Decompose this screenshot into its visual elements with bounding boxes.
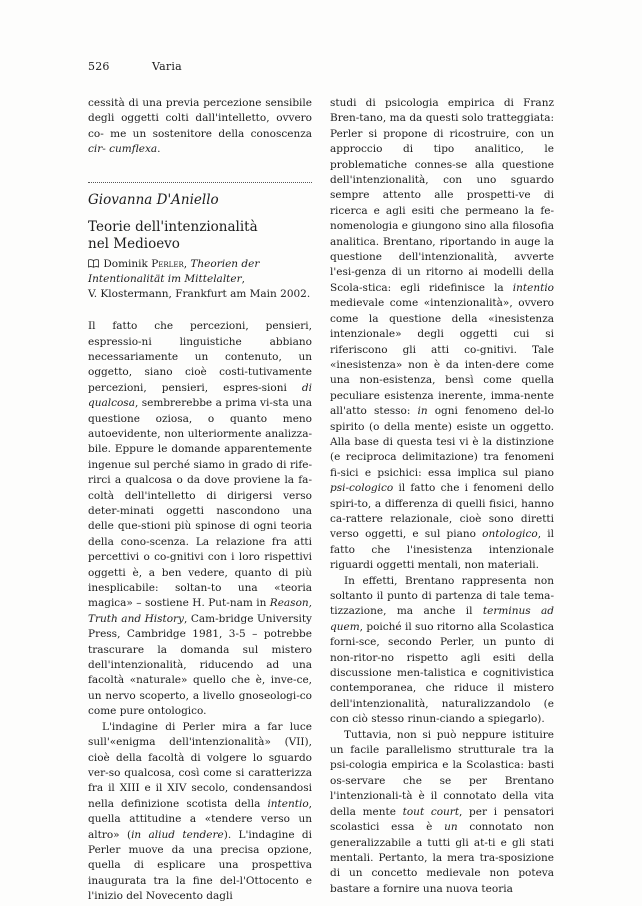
book-reference: Dominik Perler, Theorien der Intentionalität im Mittelalter, V. Klostermann, Frankfurt am Main 2002. xyxy=(88,257,311,300)
right-column xyxy=(330,96,554,897)
review-title: Teorie dell'intenzionalità nel Medioevo xyxy=(88,218,258,252)
left-column xyxy=(88,96,312,905)
body-paragraph: studi di psicologia empirica di Franz Bren-tano, ma da questi solo tratteggiata: Perler si propone di ricostruire, con un approccio di tipo analitico, le problematiche connes-se alla questione dell'intenzionalità, con uno sguardo sempre attento alle prospetti-ve di ricerca e agli esiti che permeano la fe-nomenologia e giungono sino alla filosofia analitica. Brentano, riportando in auge la questione dell'intenzionalità, avverte l'esi-genza di un ritorno ai modelli della Scola-stica: egli ridefinisce la intentio medievale come «intenzionalità», ovvero come la questione della «inesistenza intenzionale» degli oggetti cui si riferiscono gli atti co-gnitivi. Tale «inesistenza» non è da inten-dere come una non-esistenza, bensì come quella peculiare esistenza inerente, imma-nente all'atto stesso: in ogni fenomeno del-lo spirito (o della mente) esiste un oggetto. Alla base di questa tesi vi è la distinzione (e reciproca delimitazione) tra fenomeni fi-sici e psichici: essa implica sul piano psi-cologico il fatto che i fenomeni dello spiri-to, a differenza di quelli fisici, hanno ca-rattere relazionale, cioè sono diretti verso oggetti, e sul piano ontologico, il fatto che l'inesistenza intenzionale riguardi oggetti mentali, non materiali. xyxy=(330,97,554,572)
page-number: 526 xyxy=(88,60,110,73)
section-divider xyxy=(88,182,312,183)
body-paragraph: Il fatto che percezioni, pensieri, espressio-ni linguistiche abbiano necessariamente un contenuto, un oggetto, siano cioè costi-tutivamente percezioni, pensieri, espres-sioni di qualcosa, sembrerebbe a prima vi-sta una questione oziosa, o quanto meno autoevidente, non ulteriormente analizza-bile. Eppure le domande apparentemente ingenue sul perché siamo in grado di rife-rirci a qualcosa o da dove proviene la fa-coltà dell'intelletto di dirigersi verso deter-minati oggetti nascondono una delle que-stioni più spinose di ogni teoria della cono-scenza. La relazione fra atti percettivi o co-gnitivi con i loro rispettivi oggetti è, a ben vedere, quanto di più inesplicabile: soltan-to una «teoria magica» – sostiene H. Put-nam in Reason, Truth and History, Cam-bridge University Press, Cambridge 1981, 3-5 – potrebbe trascurare la domanda sul mistero dell'intenzionalità, riducendo ad una facoltà «naturale» quello che è, inve-ce, un nervo scoperto, a livello gnoseologi-co come pure ontologico. xyxy=(88,320,312,718)
continuation-paragraph: cessità di una previa percezione sensibile degli oggetti colti dall'intelletto, ovvero co- me un sostenitore della conoscenza cir- cumflexa. xyxy=(88,97,312,156)
review-author: Giovanna D'Aniello xyxy=(88,191,219,208)
body-paragraph: L'indagine di Perler mira a far luce sull'«enigma dell'intenzionalità» (VII), cioè della facoltà di volgere lo sguardo ver-so qualcosa, così come si caratterizza fra il XIII e il XIV secolo, condensandosi nella definizione scotista della intentio, quella attitudine a «tendere verso un altro» (in aliud tendere). L'indagine di Perler muove da una precisa opzione, quella di esplicare una prospettiva inaugurata tra la fine del-l'Ottocento e l'inizio del Novecento dagli xyxy=(88,720,312,903)
body-paragraph: Tuttavia, non si può neppure istituire un facile parallelismo strutturale tra la psi-cologia empirica e la Scolastica: basti os-servare che se per Brentano l'intenzionali-tà è il connotato della vita della mente tout court, per i pensatori scolastici essa è un connotato non generalizzabile a tutti gli at-ti e gli stati mentali. Pertanto, la mera tra-sposizione di un concetto medievale non poteva bastare a fornire una nuova teoria xyxy=(330,728,554,895)
running-header xyxy=(88,60,182,73)
body-paragraph: In effetti, Brentano rappresenta non soltanto il punto di partenza di tale tema-tizzazione, ma anche il terminus ad quem, poiché il suo ritorno alla Scolastica forni-sce, secondo Perler, un punto di non-ritor-no rispetto agli esiti della discussione men-talistica e cognitivistica contemporanea, che riduce il mistero dell'intenzionalità, naturalizzandolo (e con ciò stesso rinun-ciando a spiegarlo). xyxy=(330,574,555,726)
section-title: Varia xyxy=(152,60,182,73)
book-icon xyxy=(88,258,100,273)
